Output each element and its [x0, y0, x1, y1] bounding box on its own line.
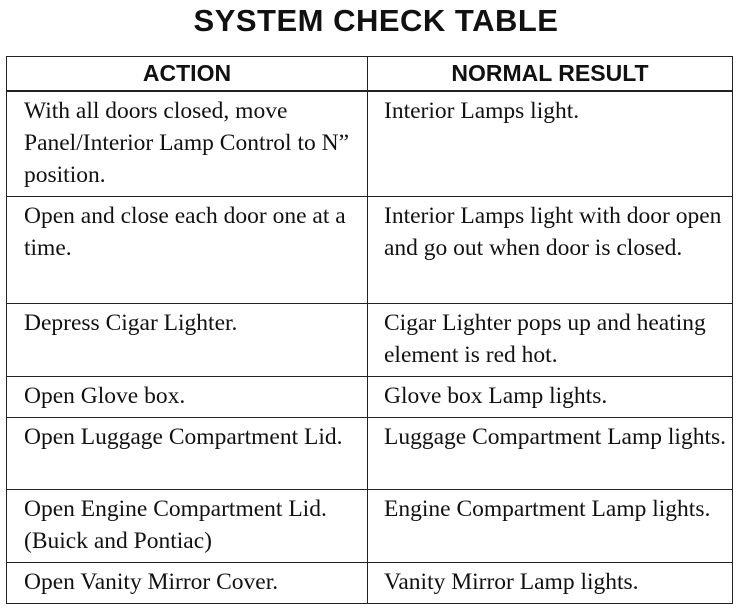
result-cell: Engine Compartment Lamp lights. [368, 489, 733, 562]
result-cell: Interior Lamps light. [368, 91, 733, 197]
result-cell: Vanity Mirror Lamp lights. [368, 562, 733, 603]
system-check-table [6, 56, 733, 604]
result-cell: Luggage Compartment Lamp lights. [368, 418, 733, 490]
table-row [7, 489, 733, 562]
page-title: SYSTEM CHECK TABLE [193, 3, 559, 38]
table-row [7, 304, 733, 377]
action-column-header: ACTION [7, 57, 368, 92]
action-cell: Open and close each door one at a time. [7, 197, 368, 304]
table-row [7, 197, 733, 304]
action-cell: Open Vanity Mirror Cover. [7, 562, 368, 603]
action-cell: Depress Cigar Lighter. [7, 304, 368, 377]
table-header-row [7, 57, 733, 92]
result-cell: Interior Lamps light with door open and go out when door is closed. [368, 197, 733, 304]
table-row [7, 562, 733, 603]
action-cell: Open Glove box. [7, 376, 368, 417]
action-cell: With all doors closed, move Panel/Interior Lamp Control to N” position. [7, 91, 368, 197]
table-row [7, 376, 733, 417]
table-row [7, 418, 733, 490]
action-cell: Open Engine Compartment Lid. (Buick and Pontiac) [7, 489, 368, 562]
normal-result-column-header: NORMAL RESULT [368, 57, 733, 92]
table-row [7, 91, 733, 197]
action-cell: Open Luggage Compartment Lid. [7, 418, 368, 490]
system-check-table-container [6, 56, 732, 604]
result-cell: Cigar Lighter pops up and heating element is red hot. [368, 304, 733, 377]
result-cell: Glove box Lamp lights. [368, 376, 733, 417]
